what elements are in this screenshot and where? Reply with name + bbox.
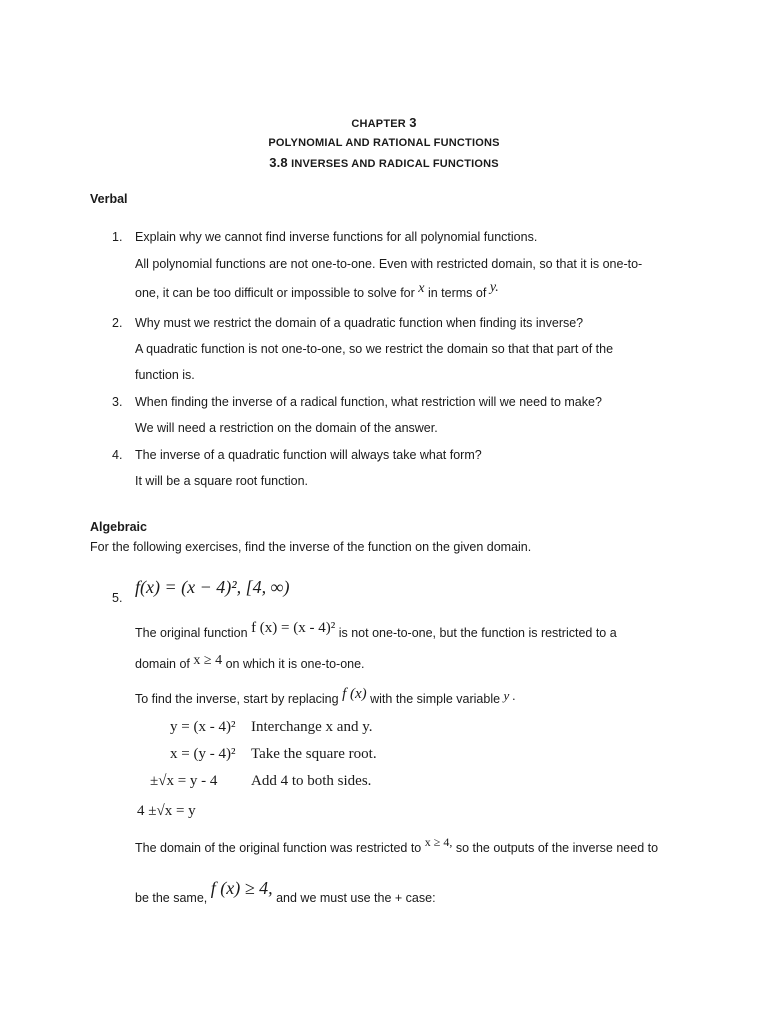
section-number: 3.8 — [269, 155, 288, 170]
step-1-note: Interchange x and y. — [251, 719, 373, 735]
question-2: Why must we restrict the domain of a quadratic function when finding its inverse? — [135, 316, 584, 330]
var-x: x — [418, 281, 425, 296]
var-y: y. — [489, 280, 499, 295]
section-heading — [0, 155, 768, 170]
answer-4-line1: It will be a square root function. — [135, 474, 309, 488]
item-number: 4. — [112, 448, 123, 462]
step-3-note: Add 4 to both sides. — [251, 773, 372, 789]
problem-function: f(x) = (x − 4)², [4, ∞) — [135, 577, 290, 597]
algebraic-heading: Algebraic — [90, 520, 147, 534]
problem-line4: The domain of the original function was restricted to x ≥ 4, so the outputs of the inverse need to — [135, 835, 659, 855]
answer-2-line2: function is. — [135, 368, 195, 382]
step-2-note: Take the square root. — [251, 746, 377, 762]
chapter-number: 3 — [409, 115, 417, 130]
question-3: When finding the inverse of a radical function, what restriction will we need to make? — [135, 395, 602, 409]
question-1: Explain why we cannot find inverse functions for all polynomial functions. — [135, 230, 538, 244]
answer-3-line1: We will need a restriction on the domain of the answer. — [135, 421, 438, 435]
algebraic-instructions: For the following exercises, find the inverse of the function on the given domain. — [90, 540, 532, 554]
problem-line3: To find the inverse, start by replacing f (x) with the simple variable y . — [135, 686, 516, 706]
inline-math: x ≥ 4 — [193, 653, 223, 668]
step-4-lhs: 4 ±√x = y — [137, 803, 196, 819]
problem-line1: The original function f (x) = (x - 4)² is not one-to-one, but the function is restricted to a — [135, 620, 617, 640]
question-4: The inverse of a quadratic function will always take what form? — [135, 448, 482, 462]
item-number: 3. — [112, 395, 123, 409]
inline-math: f (x) = (x - 4)² — [251, 620, 336, 636]
chapter-word: CHAPTER — [351, 118, 406, 130]
problem-line2: domain of x ≥ 4 on which it is one-to-one. — [135, 653, 365, 671]
step-2-lhs: x = (y - 4)² — [170, 746, 236, 762]
inline-math: f (x) ≥ 4, — [210, 878, 273, 898]
problem-line5: be the same, f (x) ≥ 4, and we must use the + case: — [135, 878, 436, 905]
verbal-heading: Verbal — [90, 192, 128, 206]
chapter-subtitle: POLYNOMIAL AND RATIONAL FUNCTIONS — [268, 137, 500, 149]
var-y: y . — [503, 688, 516, 703]
item-number: 1. — [112, 230, 123, 244]
item-number: 2. — [112, 316, 123, 330]
step-3-lhs: ±√x = y - 4 — [150, 773, 218, 789]
inline-math: f (x) — [342, 686, 367, 702]
step-1-lhs: y = (x - 4)² — [170, 719, 236, 735]
answer-1-line2: one, it can be too difficult or impossible to solve for x in terms of y. — [135, 280, 499, 300]
chapter-heading — [0, 115, 768, 130]
answer-1-line1: All polynomial functions are not one-to-one. Even with restricted domain, so that it is one-to- — [135, 257, 643, 271]
answer-2-line1: A quadratic function is not one-to-one, so we restrict the domain so that that part of the — [135, 342, 614, 356]
section-title: INVERSES AND RADICAL FUNCTIONS — [291, 158, 499, 170]
inline-math: x ≥ 4, — [424, 835, 453, 849]
problem-number: 5. — [112, 591, 123, 605]
